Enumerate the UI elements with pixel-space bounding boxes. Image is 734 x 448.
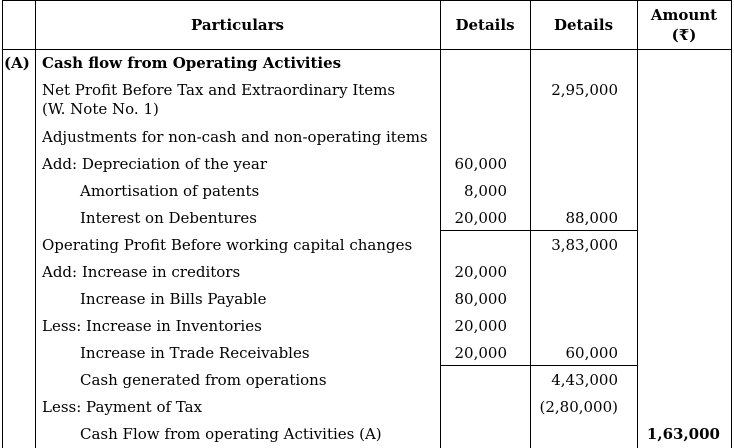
row-text: Less: Payment of Tax xyxy=(42,398,203,416)
row-text: Interest on Debentures xyxy=(80,209,257,227)
subtotal-rule-details1 xyxy=(440,230,530,231)
row-text: Increase in Bills Payable xyxy=(80,290,267,308)
col-border-left xyxy=(2,0,3,448)
row-details2: 2,95,000 xyxy=(551,81,618,99)
row-details2: 88,000 xyxy=(565,209,618,227)
row-text: Adjustments for non-cash and non-operating items xyxy=(42,128,428,146)
row-amount-total: 1,63,000 xyxy=(646,425,720,443)
header-bottom-rule xyxy=(2,49,732,50)
section-label: (A) xyxy=(4,54,30,72)
section-title: Cash flow from Operating Activities xyxy=(42,54,342,72)
header-amount: Amount xyxy=(650,6,718,24)
row-details2: 3,83,000 xyxy=(551,236,618,254)
row-text: Add: Increase in creditors xyxy=(42,263,241,281)
col-border-right xyxy=(731,0,732,448)
col-border-particulars xyxy=(35,0,36,448)
subtotal-rule-details2a xyxy=(530,230,637,231)
row-text: (W. Note No. 1) xyxy=(42,100,159,118)
row-text: Cash Flow from operating Activities (A) xyxy=(80,425,382,443)
row-details1: 20,000 xyxy=(454,209,507,227)
row-details2: 60,000 xyxy=(565,344,618,362)
row-details2: (2,80,000) xyxy=(539,398,618,416)
row-text: Increase in Trade Receivables xyxy=(80,344,310,362)
header-details-1: Details xyxy=(455,16,515,34)
row-text: Amortisation of patents xyxy=(80,182,260,200)
row-text: Less: Increase in Inventories xyxy=(42,317,262,335)
row-details1: 80,000 xyxy=(454,290,507,308)
row-details2: 4,43,000 xyxy=(551,371,618,389)
row-text: Add: Depreciation of the year xyxy=(42,155,267,173)
header-amount-currency: (₹) xyxy=(671,26,697,44)
row-details1: 20,000 xyxy=(454,263,507,281)
row-text: Cash generated from operations xyxy=(80,371,327,389)
col-border-amount xyxy=(637,0,638,448)
row-details1: 20,000 xyxy=(454,317,507,335)
subtotal-rule-details1b xyxy=(440,365,530,366)
subtotal-rule-details2b xyxy=(530,365,637,366)
header-details-2: Details xyxy=(553,16,614,34)
row-details1: 60,000 xyxy=(454,155,507,173)
row-text: Operating Profit Before working capital changes xyxy=(42,236,413,254)
row-details1: 8,000 xyxy=(464,182,507,200)
header-particulars: Particulars xyxy=(191,16,284,34)
row-text: Net Profit Before Tax and Extraordinary Items xyxy=(42,81,396,99)
row-details1: 20,000 xyxy=(454,344,507,362)
table-top-rule xyxy=(2,0,732,1)
